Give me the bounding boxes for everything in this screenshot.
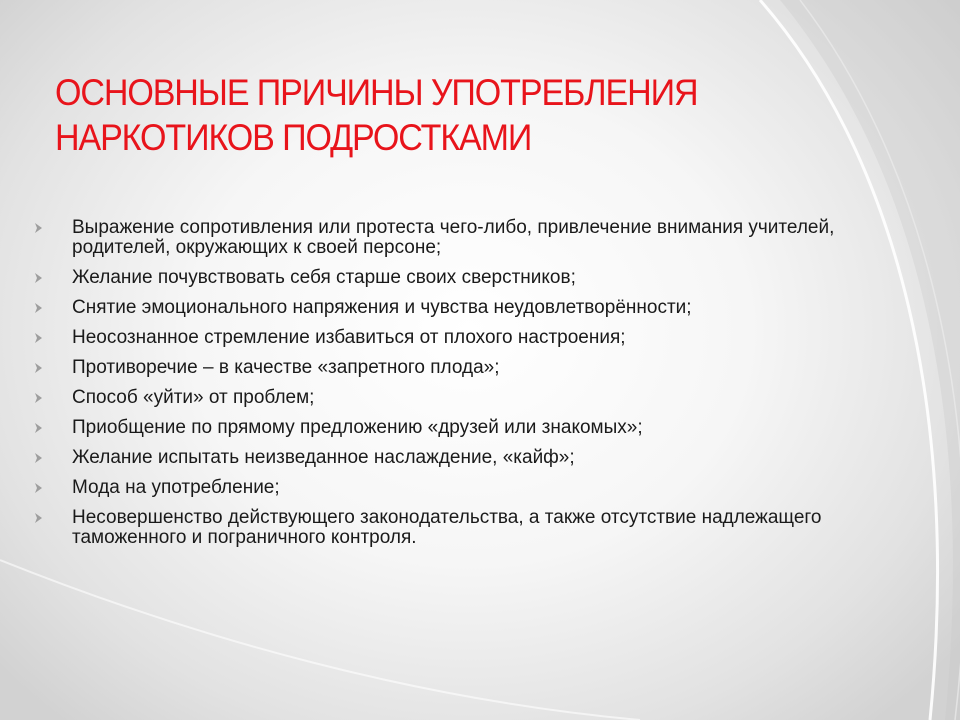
chevron-right-icon [32,361,46,375]
list-item [30,448,930,468]
list-item [30,218,930,258]
list-item-text: Неосознанное стремление избавиться от плохого настроения; [72,327,626,348]
list-item [30,388,930,408]
chevron-right-icon [32,451,46,465]
list-item-text: Мода на употребление; [72,477,280,498]
reasons-list [30,218,930,558]
list-item-text: Способ «уйти» от проблем; [72,387,315,408]
list-item [30,268,930,288]
list-item [30,508,930,548]
slide-title-line-1: ОСНОВНЫЕ ПРИЧИНЫ УПОТРЕБЛЕНИЯ [55,72,698,113]
slide-title [55,70,846,160]
chevron-right-icon [32,421,46,435]
list-item-text: Снятие эмоционального напряжения и чувства неудовлетворённости; [72,297,692,318]
slide-title-line-2: НАРКОТИКОВ ПОДРОСТКАМИ [55,117,532,158]
list-item-text: Противоречие – в качестве «запретного плода»; [72,357,500,378]
chevron-right-icon [32,331,46,345]
list-item [30,358,930,378]
list-item [30,328,930,348]
list-item [30,418,930,438]
chevron-right-icon [32,271,46,285]
list-item-text: Приобщение по прямому предложению «друзей или знакомых»; [72,417,643,438]
chevron-right-icon [32,391,46,405]
chevron-right-icon [32,511,46,525]
chevron-right-icon [32,481,46,495]
list-item-text: Несовершенство действующего законодательства, а также отсутствие надлежащего таможенного и пограничного контроля. [72,507,822,548]
list-item [30,478,930,498]
list-item-text: Желание испытать неизведанное наслаждение, «кайф»; [72,447,575,468]
list-item [30,298,930,318]
list-item-text: Желание почувствовать себя старше своих сверстников; [72,267,576,288]
chevron-right-icon [32,301,46,315]
chevron-right-icon [32,221,46,235]
list-item-text: Выражение сопротивления или протеста чего-либо, привлечение внимания учителей, родителей, окружающих к своей персоне; [72,217,835,258]
